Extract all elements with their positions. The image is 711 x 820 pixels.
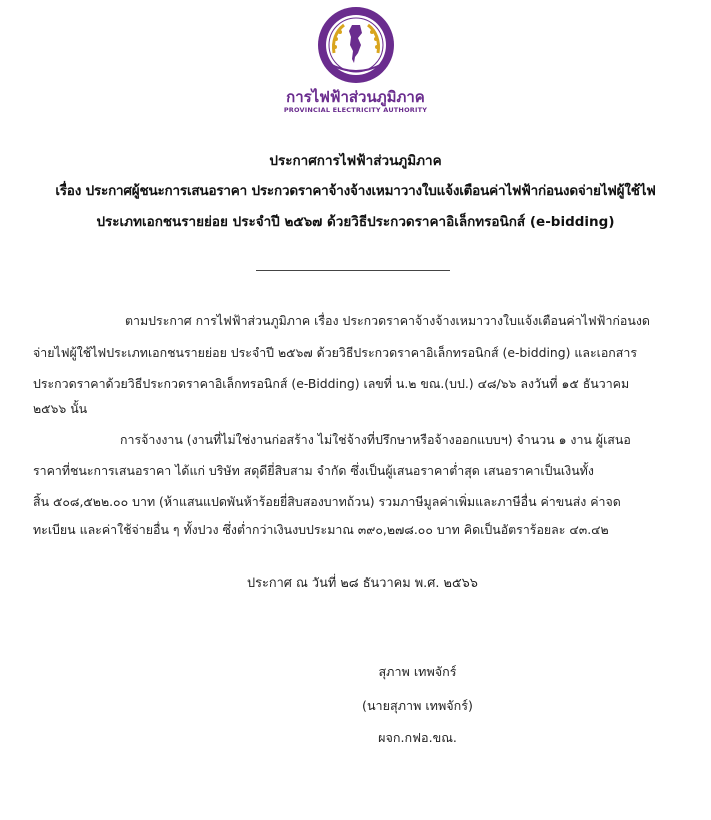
pea-logo (316, 5, 396, 85)
announcement-title: ประกาศการไฟฟ้าส่วนภูมิภาค (269, 153, 442, 169)
paragraph-2-line-3: สิ้น ๕๐๘,๕๒๒.๐๐ บาท (ห้าแสนแปดพันห้าร้อยยี่สิบสองบาทถ้วน) รวมภาษีมูลค่าเพิ่มและภาษีอื่น ค่าขนส่ง ค่าจด (33, 494, 621, 509)
announcement-date: ประกาศ ณ วันที่ ๒๘ ธันวาคม พ.ศ. ๒๕๖๖ (247, 576, 478, 591)
paragraph-1-line-4: ๒๕๖๖ นั้น (33, 401, 88, 416)
pea-seal-icon (316, 5, 396, 85)
announcement-subject-line-2: ประเภทเอกชนรายย่อย ประจำปี ๒๕๖๗ ด้วยวิธีประกวดราคาอิเล็กทรอนิกส์ (e-bidding) (96, 214, 615, 230)
paragraph-2-line-4: ทะเบียน และค่าใช้จ่ายอื่น ๆ ทั้งปวง ซึ่งต่ำกว่าเงินงบประมาณ ๓๙๐,๒๗๘.๐๐ บาท คิดเป็นอัตราร้อยละ ๔๓.๔๒ (33, 522, 609, 537)
paragraph-2-line-2: ราคาที่ชนะการเสนอราคา ได้แก่ บริษัท สดุดียี่สิบสาม จำกัด ซึ่งเป็นผู้เสนอราคาต่ำสุด เสนอราคาเป็นเงินทั้ง (33, 463, 594, 478)
paragraph-2-line-1: การจ้างงาน (งานที่ไม่ใช่งานก่อสร้าง ไม่ใช่จ้างที่ปรึกษาหรือจ้างออกแบบฯ) จำนวน ๑ งาน ผู้เสนอ (120, 432, 631, 447)
signatory-position: ผจก.กฟอ.ขณ. (378, 730, 457, 745)
announcement-subject-line-1: เรื่อง ประกาศผู้ชนะการเสนอราคา ประกวดราคาจ้างจ้างเหมาวางใบแจ้งเตือนค่าไฟฟ้าก่อนงดจ่ายไฟผู้ใช้ไฟ (55, 183, 656, 199)
title-divider (256, 270, 450, 271)
signature-signed: สุภาพ เทพจักร์ (378, 664, 457, 679)
signatory-name: (นายสุภาพ เทพจักร์) (362, 698, 473, 713)
org-name-thai: การไฟฟ้าส่วนภูมิภาค (286, 88, 425, 106)
paragraph-1-line-1: ตามประกาศ การไฟฟ้าส่วนภูมิภาค เรื่อง ประกวดราคาจ้างจ้างเหมาวางใบแจ้งเตือนค่าไฟฟ้าก่อนงด (125, 313, 650, 328)
paragraph-1-line-2: จ่ายไฟผู้ใช้ไฟประเภทเอกชนรายย่อย ประจำปี ๒๕๖๗ ด้วยวิธีประกวดราคาอิเล็กทรอนิกส์ (e-bidding) และเอกสาร (33, 345, 637, 360)
org-name-english: PROVINCIAL ELECTRICITY AUTHORITY (283, 106, 428, 114)
paragraph-1-line-3: ประกวดราคาด้วยวิธีประกวดราคาอิเล็กทรอนิกส์ (e-Bidding) เลขที่ น.๒ ขณ.(บป.) ๔๘/๖๖ ลงวันที่ ๑๕ ธันวาคม (33, 376, 630, 391)
